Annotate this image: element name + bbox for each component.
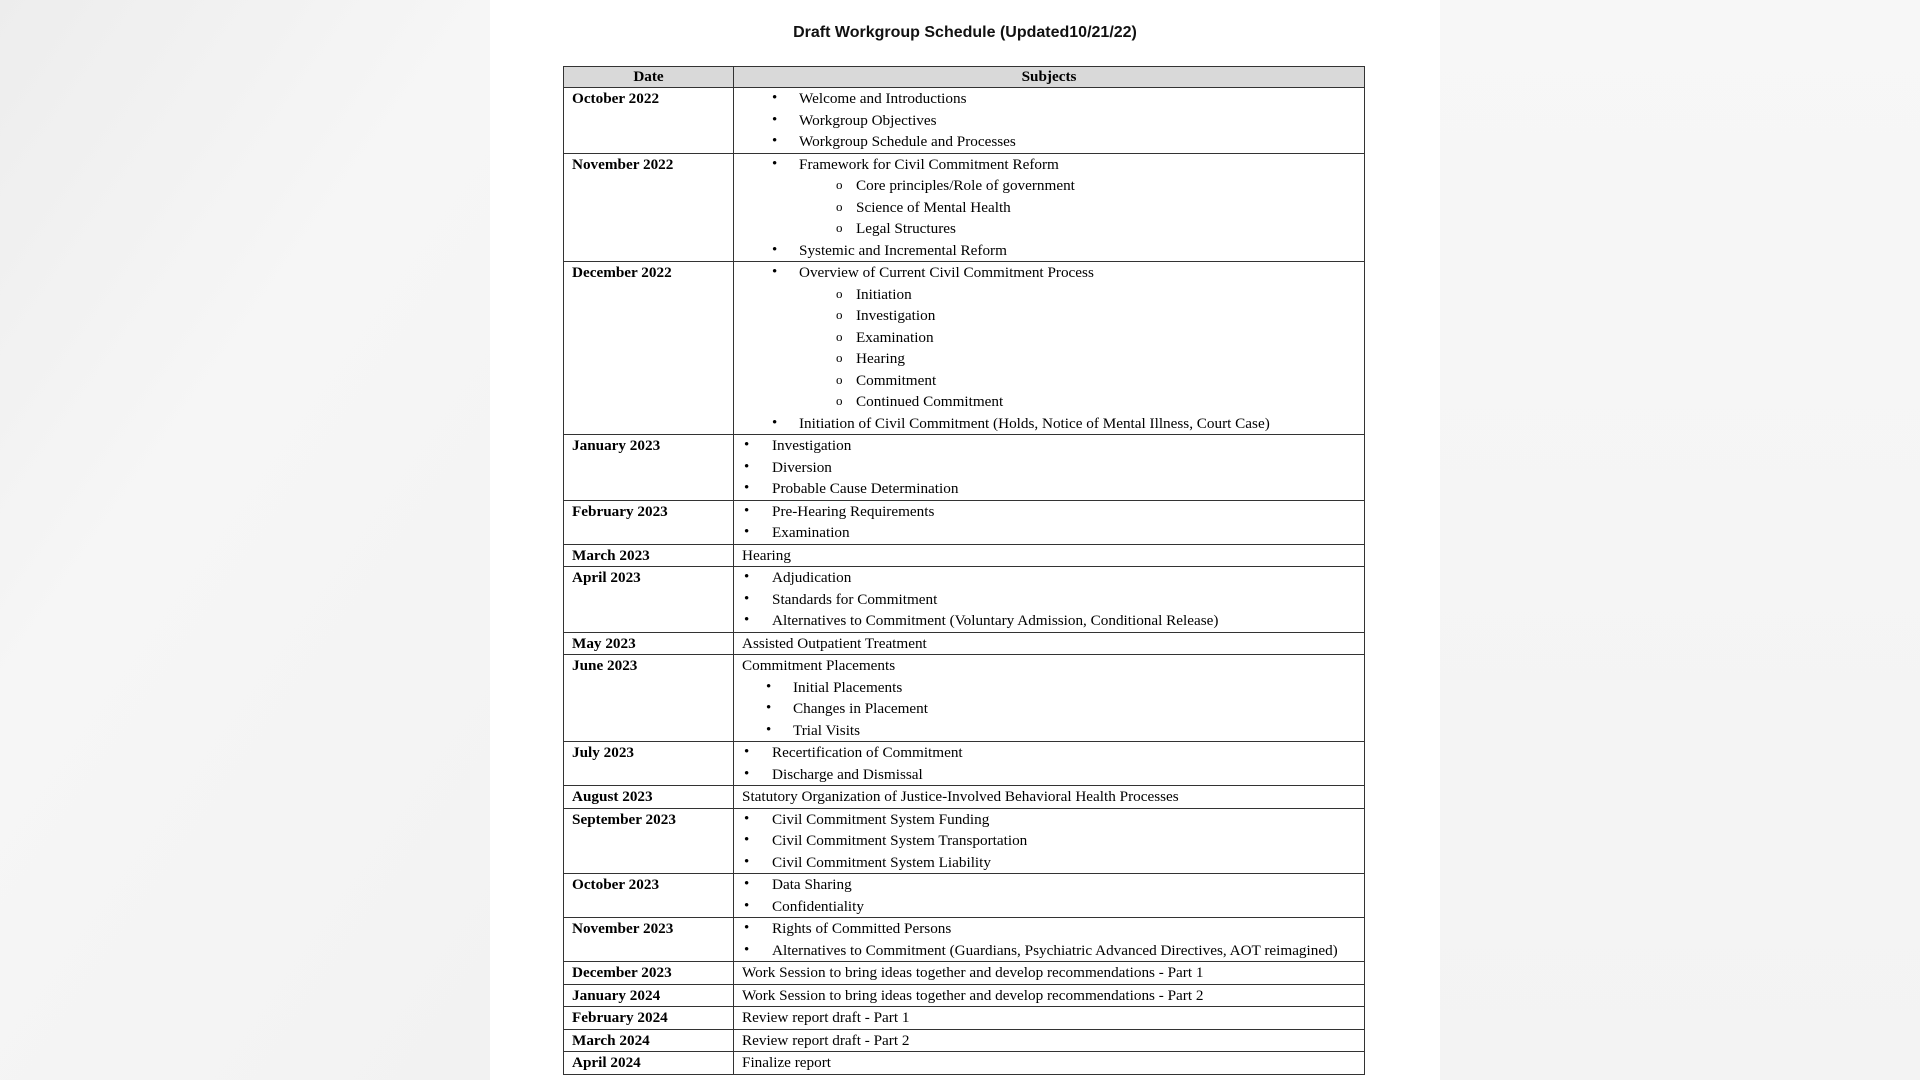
bullet-list <box>742 501 1364 544</box>
subjects-cell <box>734 435 1365 501</box>
sub-list-item: o Hearing <box>742 348 1364 370</box>
table-row <box>564 962 1365 985</box>
table-row <box>564 655 1365 742</box>
sub-list-item: o Continued Commitment <box>742 391 1364 413</box>
date-cell: September 2023 <box>564 808 734 874</box>
date-cell: January 2023 <box>564 435 734 501</box>
bullet-list <box>742 677 1364 742</box>
list-item: • Recertification of Commitment <box>742 742 1364 764</box>
subjects-cell: Work Session to bring ideas together and develop recommendations - Part 1 <box>734 962 1365 985</box>
bullet-list <box>742 918 1364 961</box>
subjects-cell <box>734 500 1365 544</box>
date-cell: August 2023 <box>564 786 734 809</box>
list-item: • Initiation of Civil Commitment (Holds, Notice of Mental Illness, Court Case) <box>742 413 1364 435</box>
table-row <box>564 1029 1365 1052</box>
schedule-table <box>563 66 1365 1075</box>
document-title: Draft Workgroup Schedule (Updated10/21/22) <box>793 24 1137 41</box>
date-cell: November 2023 <box>564 918 734 962</box>
subjects-cell: Review report draft - Part 2 <box>734 1029 1365 1052</box>
date-cell: July 2023 <box>564 742 734 786</box>
table-row <box>564 567 1365 633</box>
subjects-cell: Hearing <box>734 544 1365 567</box>
subjects-cell <box>734 808 1365 874</box>
date-cell: March 2023 <box>564 544 734 567</box>
subjects-cell: Assisted Outpatient Treatment <box>734 632 1365 655</box>
subjects-cell: Statutory Organization of Justice-Involved Behavioral Health Processes <box>734 786 1365 809</box>
list-item: • Civil Commitment System Transportation <box>742 830 1364 852</box>
date-cell: January 2024 <box>564 984 734 1007</box>
bullet-list <box>742 413 1364 435</box>
bullet-list <box>742 435 1364 500</box>
date-cell: April 2023 <box>564 567 734 633</box>
bullet-list <box>742 567 1364 632</box>
sub-bullet-list <box>742 284 1364 413</box>
subjects-text: Commitment Placements <box>742 657 896 674</box>
list-item: • Initial Placements <box>742 677 1364 699</box>
background-left <box>0 0 490 1080</box>
table-row <box>564 262 1365 435</box>
list-item: • Overview of Current Civil Commitment Process <box>742 262 1364 284</box>
table-row <box>564 632 1365 655</box>
date-cell: October 2022 <box>564 88 734 154</box>
bullet-list <box>742 88 1364 153</box>
list-item: • Civil Commitment System Funding <box>742 809 1364 831</box>
table-row <box>564 742 1365 786</box>
list-item: • Alternatives to Commitment (Guardians, Psychiatric Advanced Directives, AOT reimagined) <box>742 940 1364 962</box>
document-page <box>490 0 1440 1080</box>
list-item: • Workgroup Schedule and Processes <box>742 131 1364 153</box>
table-row <box>564 808 1365 874</box>
subjects-cell <box>734 262 1365 435</box>
sub-list-item: o Science of Mental Health <box>742 197 1364 219</box>
list-item: • Alternatives to Commitment (Voluntary Admission, Conditional Release) <box>742 610 1364 632</box>
subjects-cell <box>734 918 1365 962</box>
subjects-cell: Finalize report <box>734 1052 1365 1075</box>
bullet-list <box>742 874 1364 917</box>
date-cell: December 2022 <box>564 262 734 435</box>
list-item: • Workgroup Objectives <box>742 110 1364 132</box>
sub-list-item: o Commitment <box>742 370 1364 392</box>
list-item: • Confidentiality <box>742 896 1364 918</box>
list-item: • Examination <box>742 522 1364 544</box>
date-cell: October 2023 <box>564 874 734 918</box>
list-item: • Welcome and Introductions <box>742 88 1364 110</box>
table-header-row <box>564 67 1365 88</box>
subjects-cell <box>734 874 1365 918</box>
bullet-list <box>742 154 1364 176</box>
subjects-cell <box>734 655 1365 742</box>
subjects-cell: Work Session to bring ideas together and develop recommendations - Part 2 <box>734 984 1365 1007</box>
table-row <box>564 544 1365 567</box>
table-row <box>564 88 1365 154</box>
table-row <box>564 500 1365 544</box>
table-row <box>564 153 1365 262</box>
subjects-cell <box>734 567 1365 633</box>
bullet-list <box>742 809 1364 874</box>
sub-list-item: o Legal Structures <box>742 218 1364 240</box>
date-cell: February 2023 <box>564 500 734 544</box>
subjects-column-header: Subjects <box>734 67 1365 88</box>
list-item: • Diversion <box>742 457 1364 479</box>
list-item: • Standards for Commitment <box>742 589 1364 611</box>
table-row <box>564 1007 1365 1030</box>
table-row <box>564 435 1365 501</box>
sub-bullet-list <box>742 175 1364 240</box>
background-right <box>1440 0 1920 1080</box>
bullet-list <box>742 742 1364 785</box>
date-cell: May 2023 <box>564 632 734 655</box>
list-item: • Investigation <box>742 435 1364 457</box>
table-row <box>564 918 1365 962</box>
list-item: • Trial Visits <box>742 720 1364 742</box>
table-row <box>564 786 1365 809</box>
list-item: • Pre-Hearing Requirements <box>742 501 1364 523</box>
table-row <box>564 984 1365 1007</box>
bullet-list <box>742 262 1364 284</box>
date-cell: March 2024 <box>564 1029 734 1052</box>
list-item: • Rights of Committed Persons <box>742 918 1364 940</box>
list-item: • Changes in Placement <box>742 698 1364 720</box>
subjects-cell: Review report draft - Part 1 <box>734 1007 1365 1030</box>
date-cell: June 2023 <box>564 655 734 742</box>
date-cell: April 2024 <box>564 1052 734 1075</box>
subjects-cell <box>734 742 1365 786</box>
list-item: • Framework for Civil Commitment Reform <box>742 154 1364 176</box>
sub-list-item: o Core principles/Role of government <box>742 175 1364 197</box>
list-item: • Civil Commitment System Liability <box>742 852 1364 874</box>
list-item: • Discharge and Dismissal <box>742 764 1364 786</box>
subjects-cell <box>734 88 1365 154</box>
table-row <box>564 874 1365 918</box>
list-item: • Systemic and Incremental Reform <box>742 240 1364 262</box>
list-item: • Probable Cause Determination <box>742 478 1364 500</box>
table-row <box>564 1052 1365 1075</box>
list-item: • Adjudication <box>742 567 1364 589</box>
list-item: • Data Sharing <box>742 874 1364 896</box>
bullet-list <box>742 240 1364 262</box>
subjects-cell <box>734 153 1365 262</box>
date-column-header: Date <box>564 67 734 88</box>
date-cell: December 2023 <box>564 962 734 985</box>
date-cell: February 2024 <box>564 1007 734 1030</box>
sub-list-item: o Examination <box>742 327 1364 349</box>
sub-list-item: o Investigation <box>742 305 1364 327</box>
sub-list-item: o Initiation <box>742 284 1364 306</box>
date-cell: November 2022 <box>564 153 734 262</box>
